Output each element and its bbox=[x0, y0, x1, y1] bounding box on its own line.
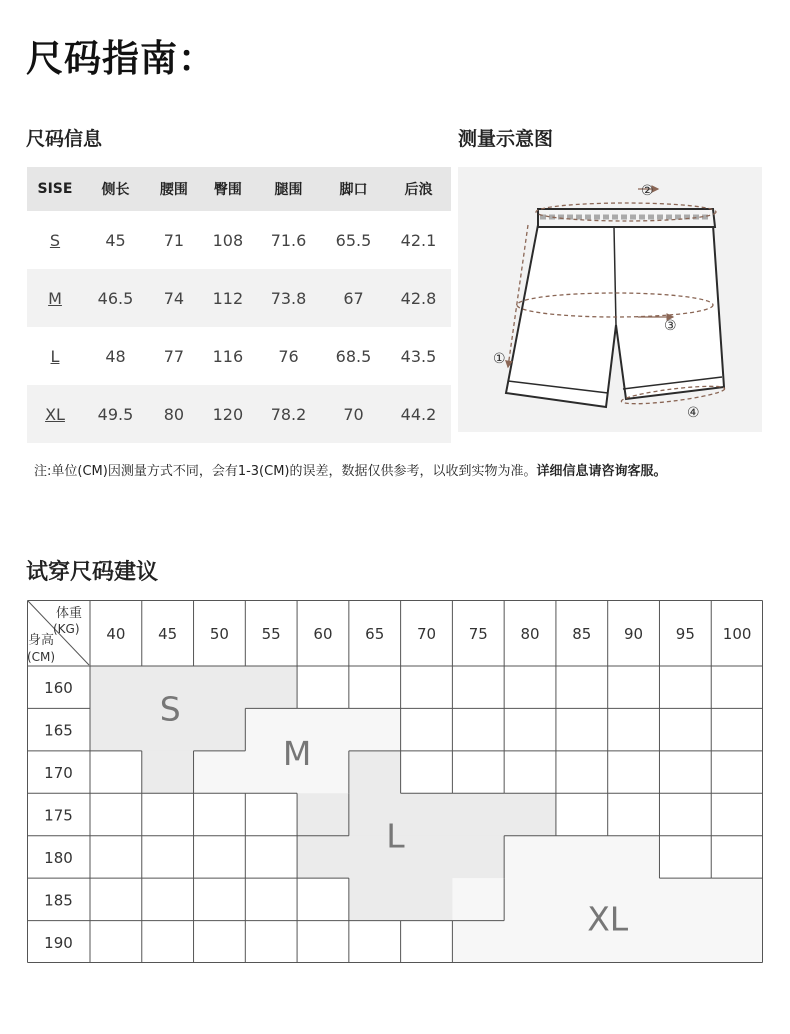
column-header-thigh: 腿围 bbox=[256, 167, 321, 211]
fit-suggestion-heading: 试穿尺码建议 bbox=[26, 560, 159, 585]
table-cell: 78.2 bbox=[256, 385, 321, 443]
table-cell: 77 bbox=[148, 327, 200, 385]
size-region-xl-cell bbox=[659, 921, 711, 963]
size-region-s-cell bbox=[194, 708, 246, 751]
size-region-xl-cell bbox=[711, 921, 763, 963]
height-header: 175 bbox=[44, 806, 73, 825]
weight-header: 40 bbox=[106, 625, 126, 643]
size-region-s-cell bbox=[245, 666, 297, 709]
weight-header: 50 bbox=[209, 625, 229, 643]
size-region-s-cell bbox=[90, 666, 142, 709]
fit-suggestion-grid bbox=[27, 600, 763, 963]
table-row bbox=[27, 211, 451, 269]
weight-header: 65 bbox=[365, 625, 385, 643]
table-row bbox=[27, 269, 451, 327]
height-header: 185 bbox=[44, 891, 73, 910]
table-cell: 108 bbox=[200, 211, 256, 269]
height-axis-unit: (CM) bbox=[27, 650, 56, 664]
table-cell: 49.5 bbox=[83, 385, 148, 443]
marker-4: ④ bbox=[687, 405, 700, 421]
size-cell bbox=[27, 269, 83, 327]
table-cell: 45 bbox=[83, 211, 148, 269]
size-region-label-l: L bbox=[386, 816, 405, 856]
weight-header: 45 bbox=[158, 625, 178, 643]
column-header-leg-opening: 脚口 bbox=[321, 167, 386, 211]
shorts-illustration bbox=[458, 167, 762, 432]
size-info-heading: 尺码信息 bbox=[26, 128, 103, 150]
size-label: XL bbox=[45, 404, 65, 424]
size-region-l-cell bbox=[401, 878, 453, 921]
table-row bbox=[27, 327, 451, 385]
column-header-back-rise: 后浪 bbox=[386, 167, 451, 211]
size-region-s-cell bbox=[90, 708, 142, 751]
note-text: 注:单位(CM)因测量方式不同，会有1-3(CM)的误差，数据仅供参考，以收到实物为准。 bbox=[34, 464, 537, 479]
size-region-xl-cell bbox=[711, 878, 763, 921]
weight-axis-unit: (KG) bbox=[53, 622, 80, 636]
size-region-xl-cell bbox=[452, 878, 504, 921]
table-cell: 44.2 bbox=[386, 385, 451, 443]
table-cell: 48 bbox=[83, 327, 148, 385]
height-header: 160 bbox=[44, 679, 73, 698]
weight-header: 70 bbox=[416, 625, 437, 643]
size-region-l-cell bbox=[297, 836, 349, 879]
size-region-l-cell bbox=[401, 836, 453, 879]
size-region-l-cell bbox=[349, 878, 401, 921]
table-cell: 68.5 bbox=[321, 327, 386, 385]
table-cell: 67 bbox=[321, 269, 386, 327]
table-row bbox=[27, 385, 451, 443]
size-region-xl-cell bbox=[608, 836, 660, 879]
height-header: 180 bbox=[44, 848, 73, 867]
weight-header: 85 bbox=[572, 625, 592, 643]
size-region-label-m: M bbox=[282, 733, 312, 773]
table-cell: 80 bbox=[148, 385, 200, 443]
size-region-label-xl: XL bbox=[587, 899, 629, 939]
table-cell: 71 bbox=[148, 211, 200, 269]
size-label: L bbox=[50, 346, 60, 366]
height-header: 170 bbox=[44, 764, 73, 783]
table-cell: 42.1 bbox=[386, 211, 451, 269]
size-region-s-cell bbox=[194, 666, 246, 709]
marker-2: ② bbox=[641, 183, 654, 199]
diagram-heading: 测量示意图 bbox=[458, 128, 554, 150]
size-region-l-cell bbox=[504, 793, 556, 836]
size-label: M bbox=[48, 288, 62, 308]
table-cell: 70 bbox=[321, 385, 386, 443]
column-header-waist: 腰围 bbox=[148, 167, 200, 211]
size-region-xl-cell bbox=[452, 921, 504, 963]
table-cell: 76 bbox=[256, 327, 321, 385]
table-cell: 112 bbox=[200, 269, 256, 327]
table-cell: 43.5 bbox=[386, 327, 451, 385]
size-table-header-row bbox=[27, 167, 451, 211]
table-cell: 42.8 bbox=[386, 269, 451, 327]
size-region-m-cell bbox=[194, 751, 246, 794]
size-region-s-cell bbox=[142, 751, 194, 794]
size-region-xl-cell bbox=[504, 878, 556, 921]
table-cell: 74 bbox=[148, 269, 200, 327]
size-cell bbox=[27, 385, 83, 443]
note-bold-text: 详细信息请咨询客服。 bbox=[536, 464, 667, 479]
marker-3: ③ bbox=[664, 318, 677, 334]
weight-header: 80 bbox=[520, 625, 540, 643]
table-cell: 65.5 bbox=[321, 211, 386, 269]
table-cell: 71.6 bbox=[256, 211, 321, 269]
table-cell: 120 bbox=[200, 385, 256, 443]
size-region-l-cell bbox=[349, 751, 401, 794]
size-cell bbox=[27, 327, 83, 385]
weight-header: 55 bbox=[261, 625, 281, 643]
size-label: S bbox=[49, 230, 61, 250]
weight-header: 100 bbox=[722, 625, 752, 643]
size-cell bbox=[27, 211, 83, 269]
measurement-diagram bbox=[458, 167, 762, 432]
size-region-xl-cell bbox=[556, 836, 608, 879]
table-cell: 73.8 bbox=[256, 269, 321, 327]
height-header: 165 bbox=[44, 721, 73, 740]
marker-1: ① bbox=[493, 351, 506, 367]
table-cell: 46.5 bbox=[83, 269, 148, 327]
weight-header: 75 bbox=[468, 625, 488, 643]
table-cell: 116 bbox=[200, 327, 256, 385]
size-region-l-cell bbox=[452, 793, 504, 836]
size-region-xl-cell bbox=[504, 836, 556, 879]
column-header-side-length: 侧长 bbox=[83, 167, 148, 211]
size-region-xl-cell bbox=[504, 921, 556, 963]
page-title: 尺码指南： bbox=[26, 37, 216, 80]
measurement-note bbox=[34, 460, 667, 479]
size-region-xl-cell bbox=[659, 878, 711, 921]
column-header-hip: 臀围 bbox=[200, 167, 256, 211]
size-region-l-cell bbox=[297, 793, 349, 836]
size-region-label-s: S bbox=[159, 689, 181, 729]
weight-header: 60 bbox=[313, 625, 333, 643]
height-axis-label: 身高 bbox=[28, 633, 55, 648]
weight-header: 95 bbox=[675, 625, 695, 643]
size-table bbox=[27, 167, 451, 443]
size-region-m-cell bbox=[349, 708, 401, 751]
weight-header: 90 bbox=[624, 625, 644, 643]
size-region-l-cell bbox=[452, 836, 504, 879]
height-header: 190 bbox=[44, 933, 73, 952]
size-region-l-cell bbox=[401, 793, 453, 836]
column-header-size: SISE bbox=[27, 167, 83, 211]
weight-axis-label: 体重 bbox=[56, 606, 83, 621]
